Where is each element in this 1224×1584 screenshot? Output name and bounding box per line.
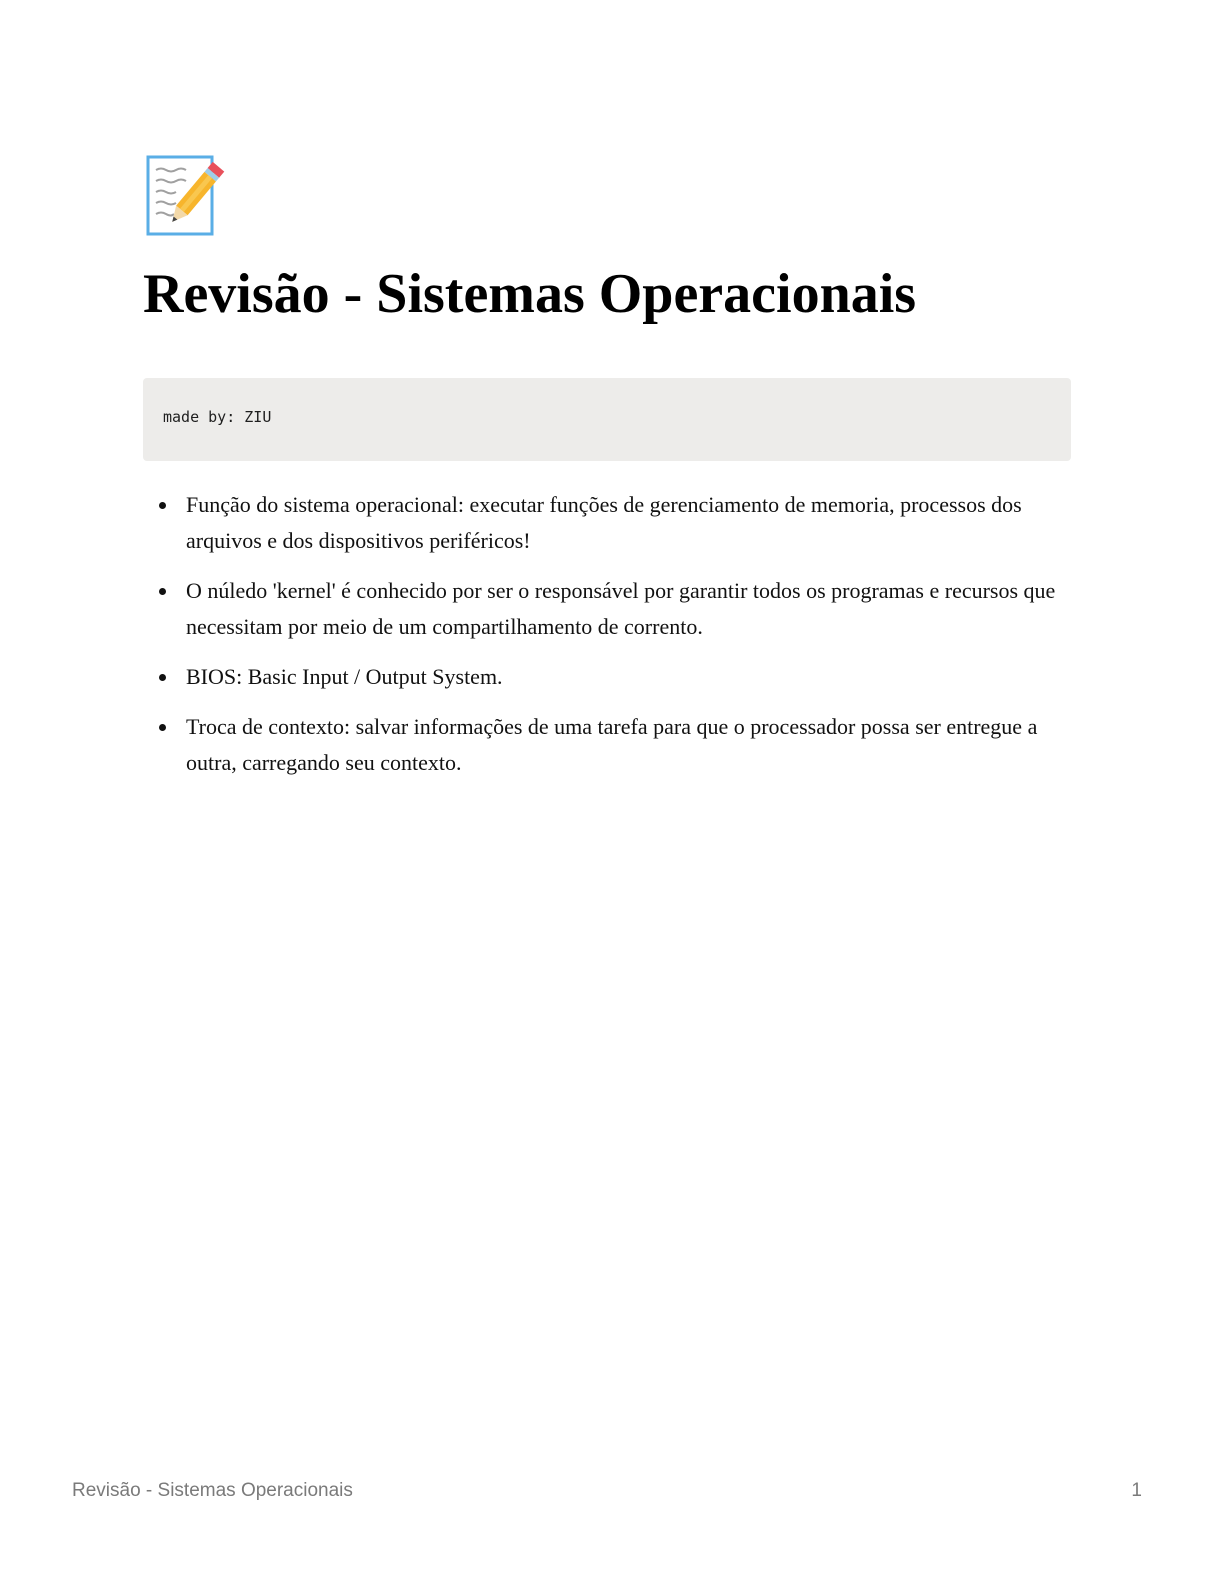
footer-page-number: 1: [1131, 1480, 1142, 1501]
list-item: [143, 487, 1071, 559]
list-item-text: O núledo 'kernel' é conhecido por ser o responsável por garantir todos os programas e recursos que necessitam por meio de um compartilhamento de corrento.: [186, 578, 1056, 639]
bullet-dot: [159, 502, 166, 509]
memo-pencil-icon: [143, 154, 229, 240]
page-content: [143, 154, 1071, 795]
list-item: [143, 709, 1071, 781]
page-title: Revisão - Sistemas Operacionais: [143, 263, 917, 325]
footer-title: Revisão - Sistemas Operacionais: [72, 1480, 353, 1501]
code-block: made by: ZIU: [143, 378, 1071, 461]
list-item: [143, 573, 1071, 645]
list-item-text: Troca de contexto: salvar informações de uma tarefa para que o processador possa ser entregue a outra, carregando seu contexto.: [186, 714, 1038, 775]
bullet-dot: [159, 588, 166, 595]
bullet-dot: [159, 674, 166, 681]
list-item-text: Função do sistema operacional: executar funções de gerenciamento de memoria, processos dos arquivos e dos dispositivos periféricos!: [186, 492, 1022, 553]
bullet-dot: [159, 724, 166, 731]
list-item: [143, 659, 1071, 695]
bullet-list: [143, 487, 1071, 781]
list-item-text: BIOS: Basic Input / Output System.: [186, 664, 503, 689]
